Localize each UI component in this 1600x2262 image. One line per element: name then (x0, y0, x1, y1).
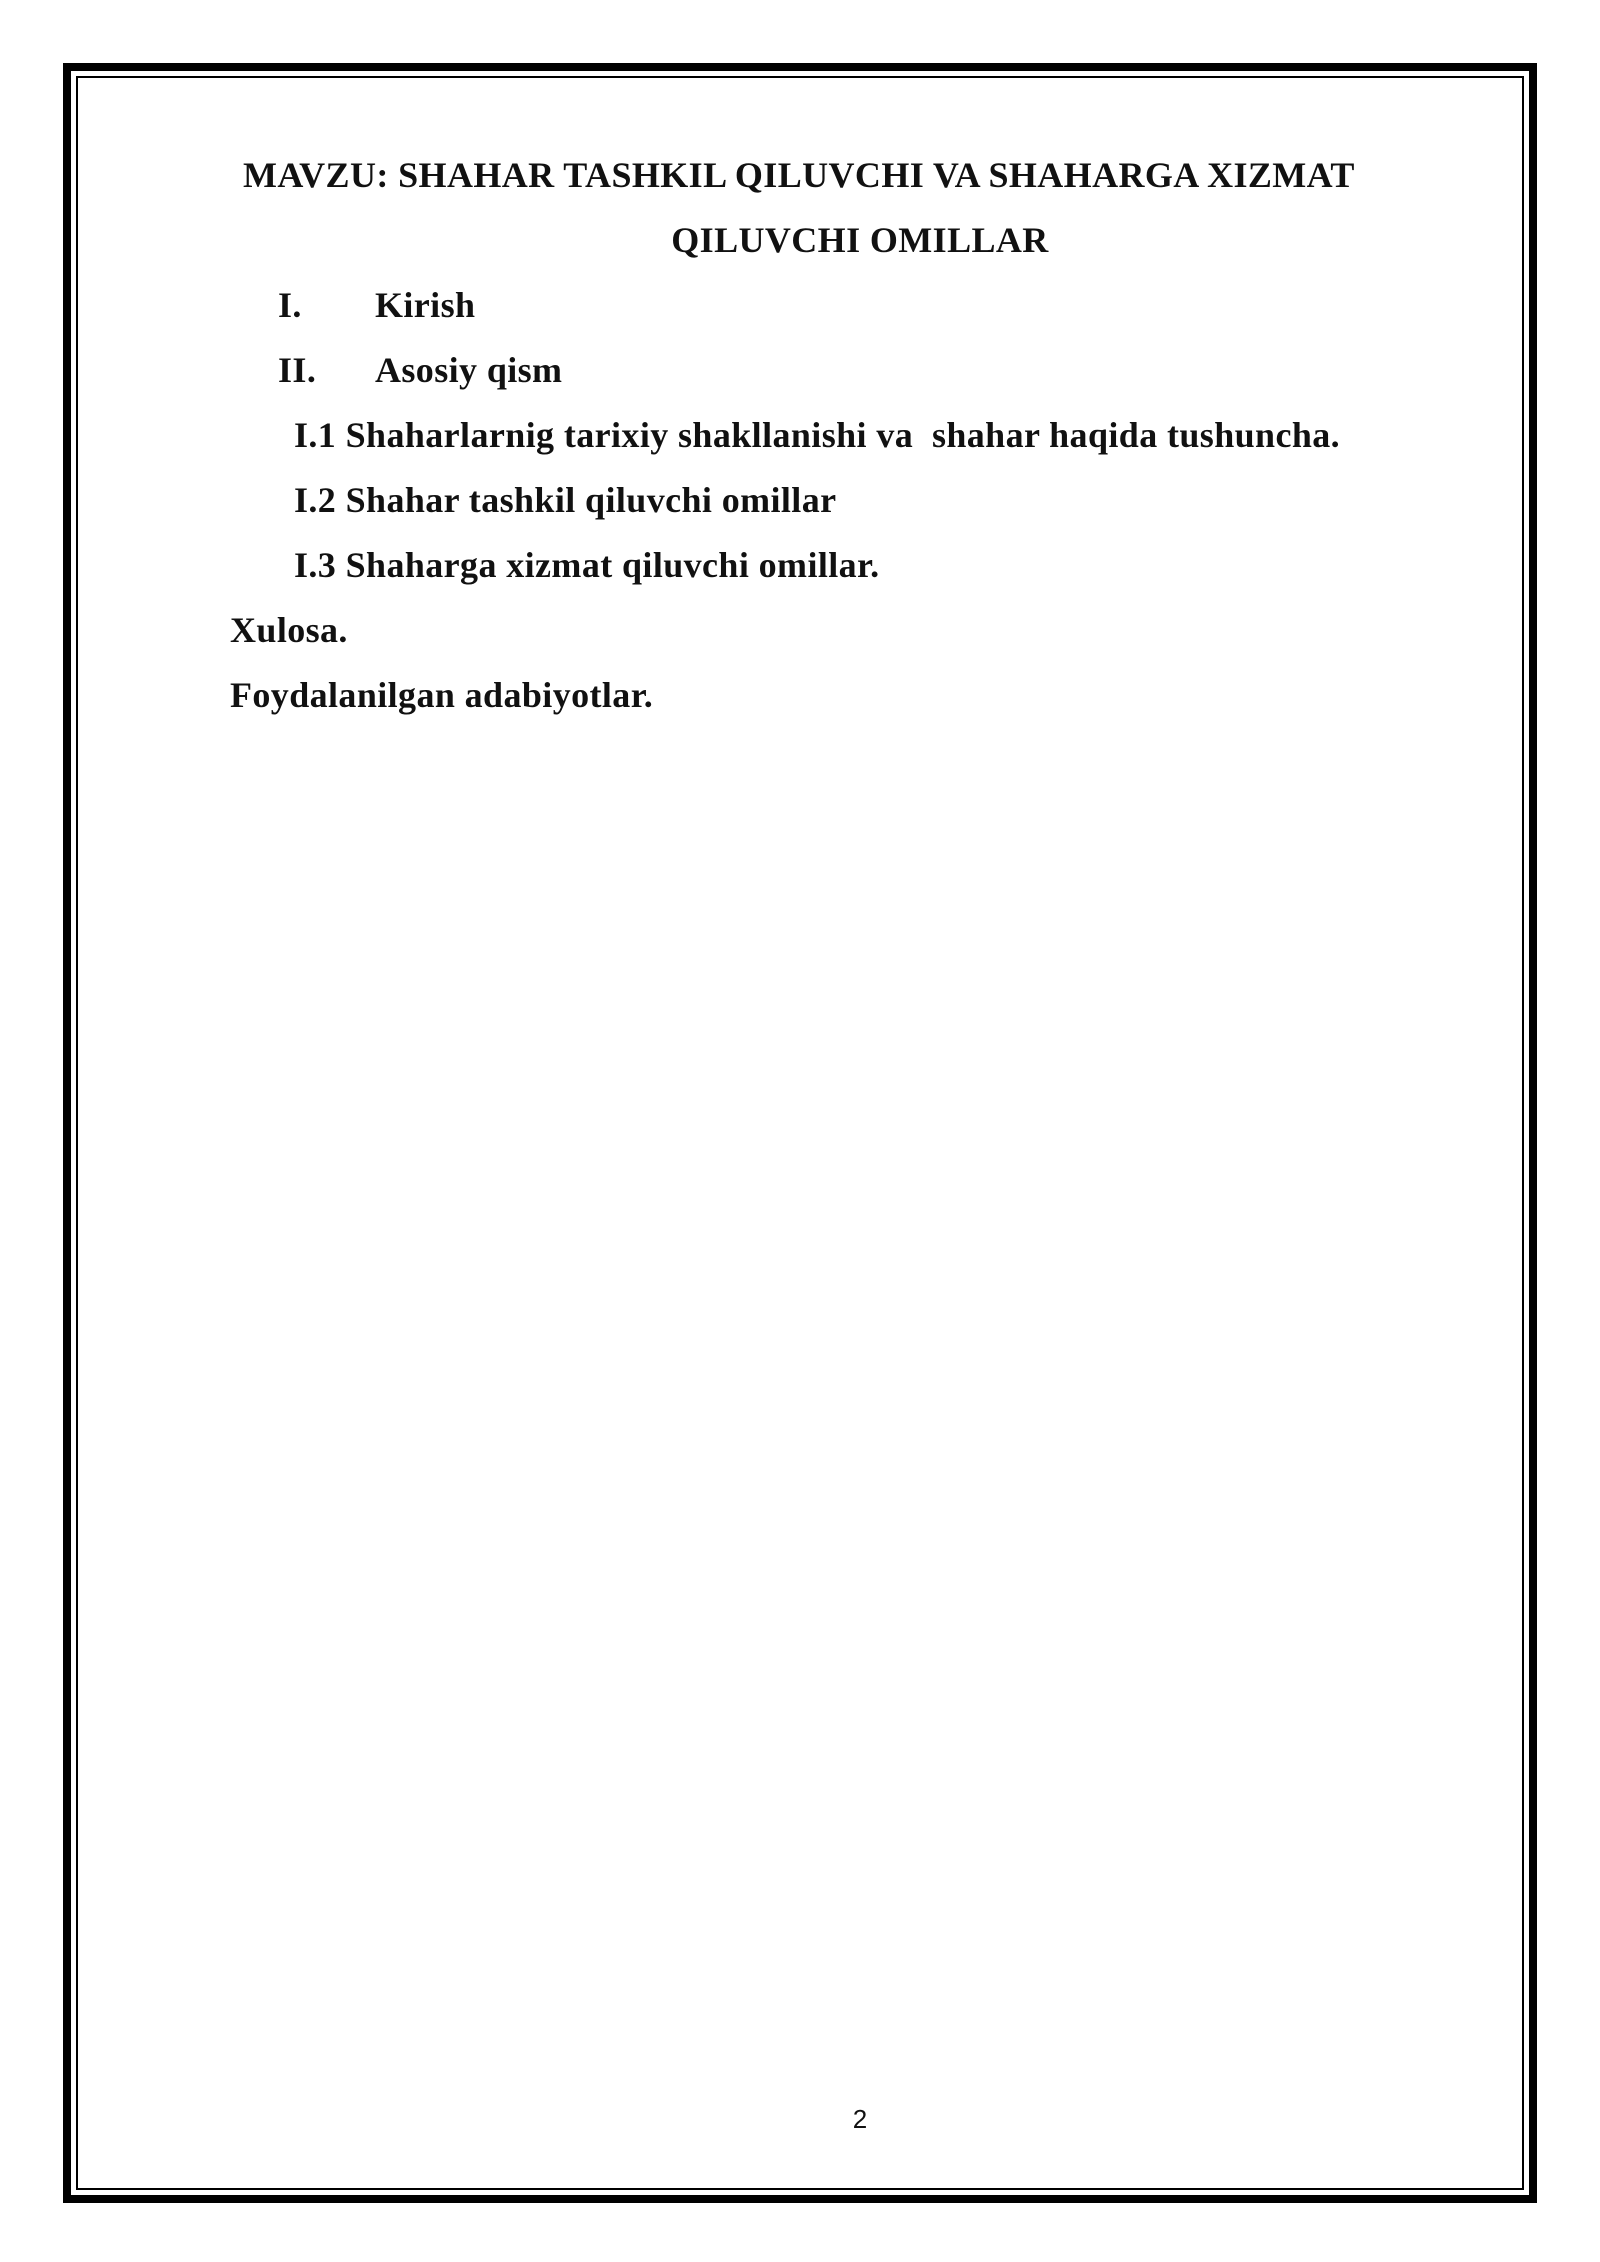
toc-subitem-1-1: I.1 Shaharlarnig tarixiy shakllanishi va shahar haqida tushuncha. (294, 415, 1341, 455)
page-number: 2 (852, 2104, 868, 2134)
toc-item-number: I. (278, 285, 302, 325)
toc-item-label: Kirish (375, 285, 476, 325)
toc-subitem-1-3: I.3 Shaharga xizmat qiluvchi omillar. (294, 545, 880, 585)
toc-item-label: Asosiy qism (375, 350, 563, 390)
toc-item-kirish (278, 285, 475, 325)
toc-item-asosiy-qism (278, 350, 562, 390)
toc-subitem-1-2: I.2 Shahar tashkil qiluvchi omillar (294, 480, 837, 520)
toc-item-adabiyotlar: Foydalanilgan adabiyotlar. (230, 675, 654, 715)
title-line-2: QILUVCHI OMILLAR (671, 220, 1049, 260)
title-line-1: MAVZU: SHAHAR TASHKIL QILUVCHI VA SHAHARGA XIZMAT (243, 155, 1355, 195)
toc-item-xulosa: Xulosa. (230, 610, 348, 650)
toc-item-number: II. (278, 350, 317, 390)
